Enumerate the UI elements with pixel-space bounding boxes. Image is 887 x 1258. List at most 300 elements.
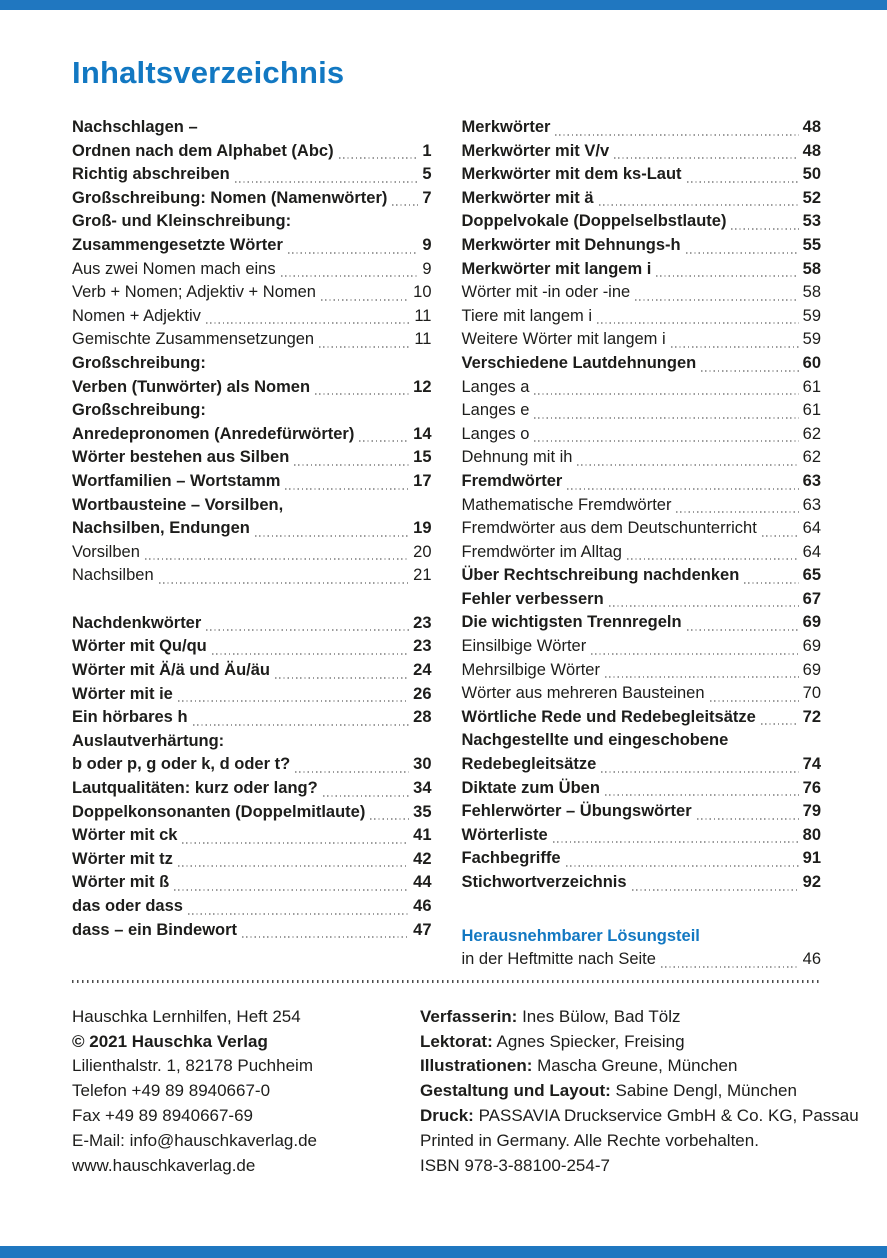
imprint-role-label: Druck: — [420, 1105, 474, 1125]
toc-entry — [72, 683, 432, 707]
toc-entry-label: Groß- und Kleinschreibung: — [72, 212, 292, 231]
toc-entry-label: Wortfamilien – Wortstamm — [72, 471, 281, 490]
toc-entry-page: 52 — [802, 188, 821, 207]
dotted-leader — [604, 588, 803, 612]
dotted-leader — [173, 848, 413, 872]
toc-entry — [462, 116, 822, 140]
toc-entry — [72, 399, 432, 423]
toc-entry-label: Über Rechtschreibung nachdenken — [461, 566, 740, 585]
dotted-leader — [696, 352, 802, 376]
imprint-text: E-Mail: info@hauschkaverlag.de — [72, 1130, 317, 1150]
dotted-leader — [314, 328, 414, 352]
toc-entry-page: 46 — [413, 897, 432, 915]
toc-entry-label: Lautqualitäten: kurz oder lang? — [72, 779, 318, 798]
toc-entry-label: Großschreibung: Nomen (Namenwörter) — [72, 188, 388, 207]
credits-block — [420, 1005, 859, 1179]
dotted-leader — [529, 376, 802, 400]
toc-entry — [462, 234, 822, 258]
imprint-line — [420, 1154, 859, 1179]
toc-entry-page: 64 — [802, 542, 821, 561]
toc-entry-label: Wörter mit tz — [72, 849, 173, 868]
toc-entry — [72, 517, 432, 541]
dotted-leader — [529, 399, 802, 423]
toc-entry-label: Einsilbige Wörter — [461, 637, 587, 656]
toc-entry-label: Aus zwei Nomen mach eins — [72, 259, 276, 278]
toc-entry-label: Fremdwörter aus dem Deutschunterricht — [461, 519, 757, 538]
dotted-leader — [600, 659, 803, 683]
toc-entry-label: Stichwortverzeichnis — [461, 873, 627, 891]
toc-entry-label: Mathematische Fremdwörter — [461, 495, 672, 514]
toc-entry-label: Nachsilben — [72, 566, 154, 585]
toc-entry — [72, 871, 432, 895]
toc-entry — [72, 564, 432, 588]
toc-entry — [462, 305, 822, 329]
dotted-leader — [609, 140, 803, 164]
toc-entry-page: 23 — [413, 613, 432, 632]
publisher-contact-block — [72, 1005, 420, 1179]
dotted-leader — [596, 753, 802, 777]
toc-entry-label: Nachdenkwörter — [72, 613, 202, 632]
toc-entry-label: Doppelvokale (Doppelselbstlaute) — [461, 212, 727, 231]
toc-entry-label: Nachgestellte und eingeschobene — [461, 731, 729, 750]
dotted-leader — [230, 163, 423, 187]
imprint-line — [420, 1005, 859, 1030]
imprint-text: Telefon +49 89 8940667-0 — [72, 1081, 271, 1101]
toc-entry-label: b oder p, g oder k, d oder t? — [72, 755, 291, 774]
toc-entry-page: 42 — [413, 849, 432, 868]
toc-entry-page: 12 — [413, 377, 432, 396]
imprint-text: Ines Bülow, Bad Tölz — [517, 1006, 681, 1026]
dotted-leader — [318, 777, 413, 801]
dotted-leader — [201, 612, 413, 636]
toc-entry — [462, 258, 822, 282]
toc-entry-page: 11 — [414, 330, 432, 349]
imprint-text: © 2021 Hauschka Verlag — [72, 1031, 268, 1051]
toc-entry — [462, 706, 822, 730]
dotted-leader — [365, 801, 413, 825]
dotted-leader — [140, 541, 413, 565]
toc-entry — [462, 682, 822, 706]
toc-entry-page: 58 — [802, 283, 821, 302]
toc-entry — [72, 163, 432, 187]
toc-entry-label: Zusammengesetzte Wörter — [72, 235, 283, 254]
dotted-leader — [154, 564, 414, 588]
toc-entry-label: Fremdwörter — [461, 471, 563, 490]
dotted-leader — [705, 682, 803, 706]
dotted-leader — [757, 517, 803, 541]
dotted-leader — [739, 564, 802, 588]
toc-entry-page: 65 — [802, 566, 821, 585]
toc-entry-page: 53 — [802, 212, 821, 231]
bottom-blue-bar — [0, 1246, 887, 1258]
toc-entry — [462, 611, 822, 635]
toc-entry-label: Weitere Wörter mit langem i — [461, 330, 666, 349]
toc-entry-label: Redebegleitsätze — [461, 755, 597, 774]
toc-entry-label: Wörter mit ie — [72, 684, 173, 703]
imprint-text: Sabine Dengl, München — [610, 1081, 797, 1101]
toc-entry — [462, 948, 822, 972]
toc-entry-page: 47 — [413, 920, 432, 939]
toc-entry — [72, 801, 432, 825]
toc-entry-page: 17 — [413, 471, 432, 490]
table-of-contents — [72, 116, 821, 972]
toc-entry — [72, 352, 432, 376]
dotted-leader — [550, 116, 802, 140]
toc-entry-page: 9 — [422, 259, 432, 278]
dotted-leader — [682, 163, 803, 187]
toc-entry-page: 64 — [802, 519, 821, 538]
toc-entry-label: Langes o — [461, 424, 530, 443]
dotted-leader — [682, 611, 803, 635]
toc-entry-page: 34 — [413, 779, 432, 798]
dotted-leader — [630, 281, 802, 305]
imprint-text: Printed in Germany. Alle Rechte vorbehalten. — [420, 1130, 759, 1150]
toc-entry-label: Nachschlagen – — [72, 118, 198, 136]
toc-entry — [72, 258, 432, 282]
toc-entry — [462, 635, 822, 659]
toc-entry-label: Diktate zum Üben — [461, 778, 600, 797]
toc-entry-page: 48 — [802, 141, 821, 160]
toc-entry-label: Wörter aus mehreren Bausteinen — [461, 684, 705, 703]
toc-entry-page: 19 — [413, 519, 432, 538]
toc-entry — [462, 446, 822, 470]
imprint-text: Mascha Greune, München — [532, 1056, 738, 1076]
toc-entry-label: Herausnehmbarer Lösungsteil — [461, 926, 700, 945]
dotted-leader — [310, 376, 413, 400]
toc-entry-page: 62 — [802, 424, 821, 443]
toc-entry-page: 10 — [413, 283, 432, 302]
toc-entry-page: 26 — [413, 684, 432, 703]
toc-entry-label: in der Heftmitte nach Seite — [461, 950, 656, 969]
toc-entry-label: Wortbausteine – Vorsilben, — [72, 495, 284, 514]
toc-entry-page: 69 — [802, 660, 821, 679]
toc-entry — [72, 116, 432, 140]
toc-right-column — [462, 116, 822, 972]
toc-entry-page: 11 — [414, 306, 432, 325]
dotted-leader — [354, 423, 413, 447]
toc-entry-label: Großschreibung: — [72, 353, 206, 372]
toc-entry-label: Tiere mit langem i — [461, 306, 593, 325]
dotted-leader — [289, 446, 413, 470]
toc-entry — [462, 871, 822, 895]
toc-entry-page: 63 — [802, 471, 821, 490]
toc-entry — [72, 470, 432, 494]
imprint-line — [72, 1030, 420, 1055]
toc-entry — [72, 706, 432, 730]
toc-entry — [462, 588, 822, 612]
toc-entry-label: das oder dass — [72, 897, 183, 915]
dotted-leader — [627, 871, 803, 895]
imprint-line — [420, 1030, 859, 1055]
toc-entry-label: Verben (Tunwörter) als Nomen — [72, 377, 311, 396]
dotted-leader — [276, 258, 423, 282]
toc-entry — [462, 140, 822, 164]
toc-entry-page: 15 — [413, 448, 432, 467]
toc-entry — [72, 187, 432, 211]
toc-entry — [462, 659, 822, 683]
toc-entry-label: Die wichtigsten Trennregeln — [461, 613, 682, 632]
imprint-text: Agnes Spiecker, Freising — [492, 1031, 685, 1051]
dotted-leader — [756, 706, 803, 730]
toc-entry — [462, 777, 822, 801]
dotted-leader — [592, 305, 803, 329]
toc-entry-label: Nomen + Adjektiv — [72, 306, 201, 325]
dotted-leader — [671, 494, 802, 518]
toc-entry-label: Gemischte Zusammensetzungen — [72, 330, 315, 349]
imprint-line — [420, 1104, 859, 1129]
toc-entry-page: 44 — [413, 873, 432, 892]
toc-entry-page: 7 — [422, 188, 432, 207]
toc-entry — [72, 328, 432, 352]
dotted-leader — [666, 328, 803, 352]
toc-entry-label: Merkwörter mit Dehnungs-h — [461, 235, 681, 254]
dotted-leader — [586, 635, 802, 659]
toc-entry-label: Auslautverhärtung: — [72, 731, 225, 750]
toc-entry-label: Wörter bestehen aus Silben — [72, 448, 290, 467]
toc-entry — [72, 919, 432, 943]
dotted-leader — [169, 871, 413, 895]
toc-entry-page: 69 — [802, 613, 821, 632]
toc-entry-page: 63 — [802, 495, 821, 514]
toc-entry-page: 9 — [422, 235, 432, 254]
toc-entry-label: Wörtliche Rede und Redebegleitsätze — [461, 707, 756, 726]
dotted-leader — [681, 234, 803, 258]
dotted-leader — [237, 919, 413, 943]
toc-entry-page: 50 — [802, 165, 821, 184]
toc-entry-label: Fachbegriffe — [461, 849, 561, 868]
imprint-line — [420, 1054, 859, 1079]
toc-entry — [462, 800, 822, 824]
toc-entry-label: Dehnung mit ih — [461, 448, 573, 467]
imprint-line — [420, 1079, 859, 1104]
toc-entry-label: Merkwörter mit V/v — [461, 141, 610, 160]
imprint-text: www.hauschkaverlag.de — [72, 1155, 256, 1175]
toc-entry-label: Fehlerwörter – Übungswörter — [461, 802, 692, 821]
imprint — [72, 1005, 859, 1179]
dotted-leader — [600, 777, 803, 801]
toc-entry-label: Wörter mit ß — [72, 873, 170, 892]
toc-entry — [72, 494, 432, 518]
dotted-leader — [334, 140, 423, 164]
page-title: Inhaltsverzeichnis — [72, 55, 345, 90]
toc-entry-label: Merkwörter mit ä — [461, 188, 594, 207]
toc-entry — [462, 423, 822, 447]
toc-entry-label: Merkwörter mit dem ks-Laut — [461, 165, 682, 184]
dotted-leader — [207, 635, 413, 659]
imprint-text: Hauschka Lernhilfen, Heft 254 — [72, 1006, 301, 1026]
dotted-leader — [183, 895, 413, 919]
toc-entry-label: Wörter mit Qu/qu — [72, 637, 207, 656]
toc-entry — [462, 470, 822, 494]
imprint-line — [72, 1054, 420, 1079]
toc-entry — [462, 517, 822, 541]
toc-entry — [462, 824, 822, 848]
dotted-divider — [72, 980, 821, 983]
toc-entry-label: Ordnen nach dem Alphabet (Abc) — [72, 141, 334, 160]
toc-entry-label: Vorsilben — [72, 542, 140, 561]
dotted-leader — [250, 517, 413, 541]
dotted-leader — [316, 281, 413, 305]
toc-entry-page: 24 — [413, 661, 432, 680]
dotted-leader — [280, 470, 413, 494]
toc-entry-page: 55 — [802, 235, 821, 254]
toc-entry-page: 30 — [413, 755, 432, 774]
toc-entry — [462, 399, 822, 423]
toc-entry — [72, 234, 432, 258]
toc-entry — [72, 635, 432, 659]
toc-entry-page: 60 — [802, 353, 821, 372]
dotted-leader — [283, 234, 422, 258]
toc-entry-page: 23 — [413, 637, 432, 656]
dotted-leader — [548, 824, 803, 848]
toc-entry — [72, 281, 432, 305]
dotted-leader — [594, 187, 803, 211]
toc-entry — [72, 777, 432, 801]
toc-entry — [462, 541, 822, 565]
imprint-line — [72, 1005, 420, 1030]
toc-entry-page: 74 — [802, 755, 821, 774]
imprint-line — [420, 1129, 859, 1154]
toc-entry-page: 41 — [413, 826, 432, 845]
dotted-leader — [270, 659, 413, 683]
toc-left-column — [72, 116, 432, 972]
toc-entry — [462, 847, 822, 871]
toc-entry-label: Fehler verbessern — [461, 589, 604, 608]
dotted-leader — [572, 446, 802, 470]
toc-entry — [462, 281, 822, 305]
toc-entry-page: 70 — [802, 684, 821, 703]
toc-entry-page: 62 — [802, 448, 821, 467]
toc-entry — [462, 753, 822, 777]
toc-entry-label: Langes e — [461, 401, 530, 420]
top-blue-bar — [0, 0, 887, 10]
toc-entry — [72, 210, 432, 234]
dotted-leader — [622, 541, 803, 565]
toc-entry-page: 14 — [413, 424, 432, 443]
toc-entry-page: 61 — [802, 401, 821, 420]
toc-entry-label: Wörter mit Ä/ä und Äu/äu — [72, 661, 270, 680]
toc-entry-page: 80 — [802, 825, 821, 844]
imprint-role-label: Gestaltung und Layout: — [420, 1081, 611, 1101]
toc-entry-page: 69 — [802, 637, 821, 656]
toc-entry-label: Wörterliste — [461, 825, 548, 844]
imprint-role-label: Illustrationen: — [420, 1056, 533, 1076]
toc-entry — [462, 564, 822, 588]
toc-entry-label: Doppelkonsonanten (Doppelmitlaute) — [72, 802, 366, 821]
imprint-line — [72, 1154, 420, 1179]
dotted-leader — [726, 210, 802, 234]
toc-entry-label: Merkwörter mit langem i — [461, 259, 652, 278]
dotted-leader — [387, 187, 422, 211]
toc-entry-page: 28 — [413, 708, 432, 727]
toc-entry-label: Verschiedene Lautdehnungen — [461, 353, 697, 372]
dotted-leader — [562, 470, 802, 494]
column-gap — [462, 895, 822, 925]
dotted-leader — [201, 305, 415, 329]
toc-entry-label: Wörter mit -in oder -ine — [461, 283, 631, 302]
toc-entry — [72, 824, 432, 848]
dotted-leader — [290, 753, 413, 777]
dotted-leader — [188, 706, 414, 730]
toc-entry-label: Mehrsilbige Wörter — [461, 660, 600, 679]
toc-entry — [72, 730, 432, 754]
toc-entry — [462, 328, 822, 352]
toc-entry — [72, 541, 432, 565]
dotted-leader — [173, 683, 413, 707]
toc-entry-page: 76 — [802, 778, 821, 797]
toc-entry-page: 46 — [802, 950, 821, 969]
toc-entry-page: 61 — [802, 377, 821, 396]
toc-entry-page: 67 — [802, 589, 821, 608]
toc-entry-page: 59 — [802, 306, 821, 325]
toc-entry — [462, 163, 822, 187]
toc-entry — [462, 925, 822, 949]
toc-entry-label: Ein hörbares h — [72, 708, 188, 727]
toc-entry — [72, 659, 432, 683]
toc-entry — [72, 140, 432, 164]
imprint-role-label: Verfasserin: — [420, 1006, 518, 1026]
toc-entry-label: Großschreibung: — [72, 401, 206, 420]
dotted-leader — [656, 948, 803, 972]
imprint-text: PASSAVIA Druckservice GmbH & Co. KG, Passau — [473, 1105, 859, 1125]
toc-entry — [72, 848, 432, 872]
imprint-text: Lilienthalstr. 1, 82178 Puchheim — [72, 1056, 313, 1076]
dotted-leader — [561, 847, 803, 871]
toc-entry — [72, 446, 432, 470]
toc-entry-page: 72 — [802, 707, 821, 726]
toc-entry-label: dass – ein Bindewort — [72, 920, 238, 939]
dotted-leader — [651, 258, 802, 282]
toc-entry-page: 20 — [413, 542, 432, 561]
toc-entry-label: Verb + Nomen; Adjektiv + Nomen — [72, 283, 316, 302]
imprint-role-label: Lektorat: — [420, 1031, 493, 1051]
imprint-text: Fax +49 89 8940667-69 — [72, 1105, 254, 1125]
toc-entry-label: Wörter mit ck — [72, 826, 178, 845]
toc-entry-label: Nachsilben, Endungen — [72, 519, 250, 538]
imprint-text: ISBN 978-3-88100-254-7 — [420, 1155, 610, 1175]
toc-entry-label: Fremdwörter im Alltag — [461, 542, 622, 561]
dotted-leader — [692, 800, 803, 824]
toc-entry-page: 35 — [413, 802, 432, 821]
imprint-line — [72, 1104, 420, 1129]
toc-entry-label: Langes a — [461, 377, 530, 396]
toc-entry — [462, 729, 822, 753]
toc-entry-page: 21 — [413, 566, 432, 585]
toc-entry-page: 5 — [422, 165, 432, 184]
toc-entry-label: Richtig abschreiben — [72, 165, 230, 184]
imprint-line — [72, 1079, 420, 1104]
toc-entry-page: 1 — [422, 141, 432, 160]
toc-entry — [72, 612, 432, 636]
toc-entry — [462, 210, 822, 234]
toc-entry-label: Merkwörter — [461, 118, 551, 136]
toc-entry — [462, 494, 822, 518]
imprint-line — [72, 1129, 420, 1154]
toc-entry-page: 79 — [802, 802, 821, 821]
column-gap — [72, 588, 432, 612]
toc-entry — [72, 376, 432, 400]
toc-entry — [72, 753, 432, 777]
dotted-leader — [529, 423, 802, 447]
toc-entry — [72, 423, 432, 447]
toc-entry — [72, 305, 432, 329]
toc-entry-page: 91 — [802, 849, 821, 868]
toc-entry-label: Anredepronomen (Anredefürwörter) — [72, 424, 355, 443]
toc-entry-page: 48 — [802, 118, 821, 136]
toc-entry — [462, 187, 822, 211]
toc-entry-page: 59 — [802, 330, 821, 349]
toc-entry — [462, 376, 822, 400]
